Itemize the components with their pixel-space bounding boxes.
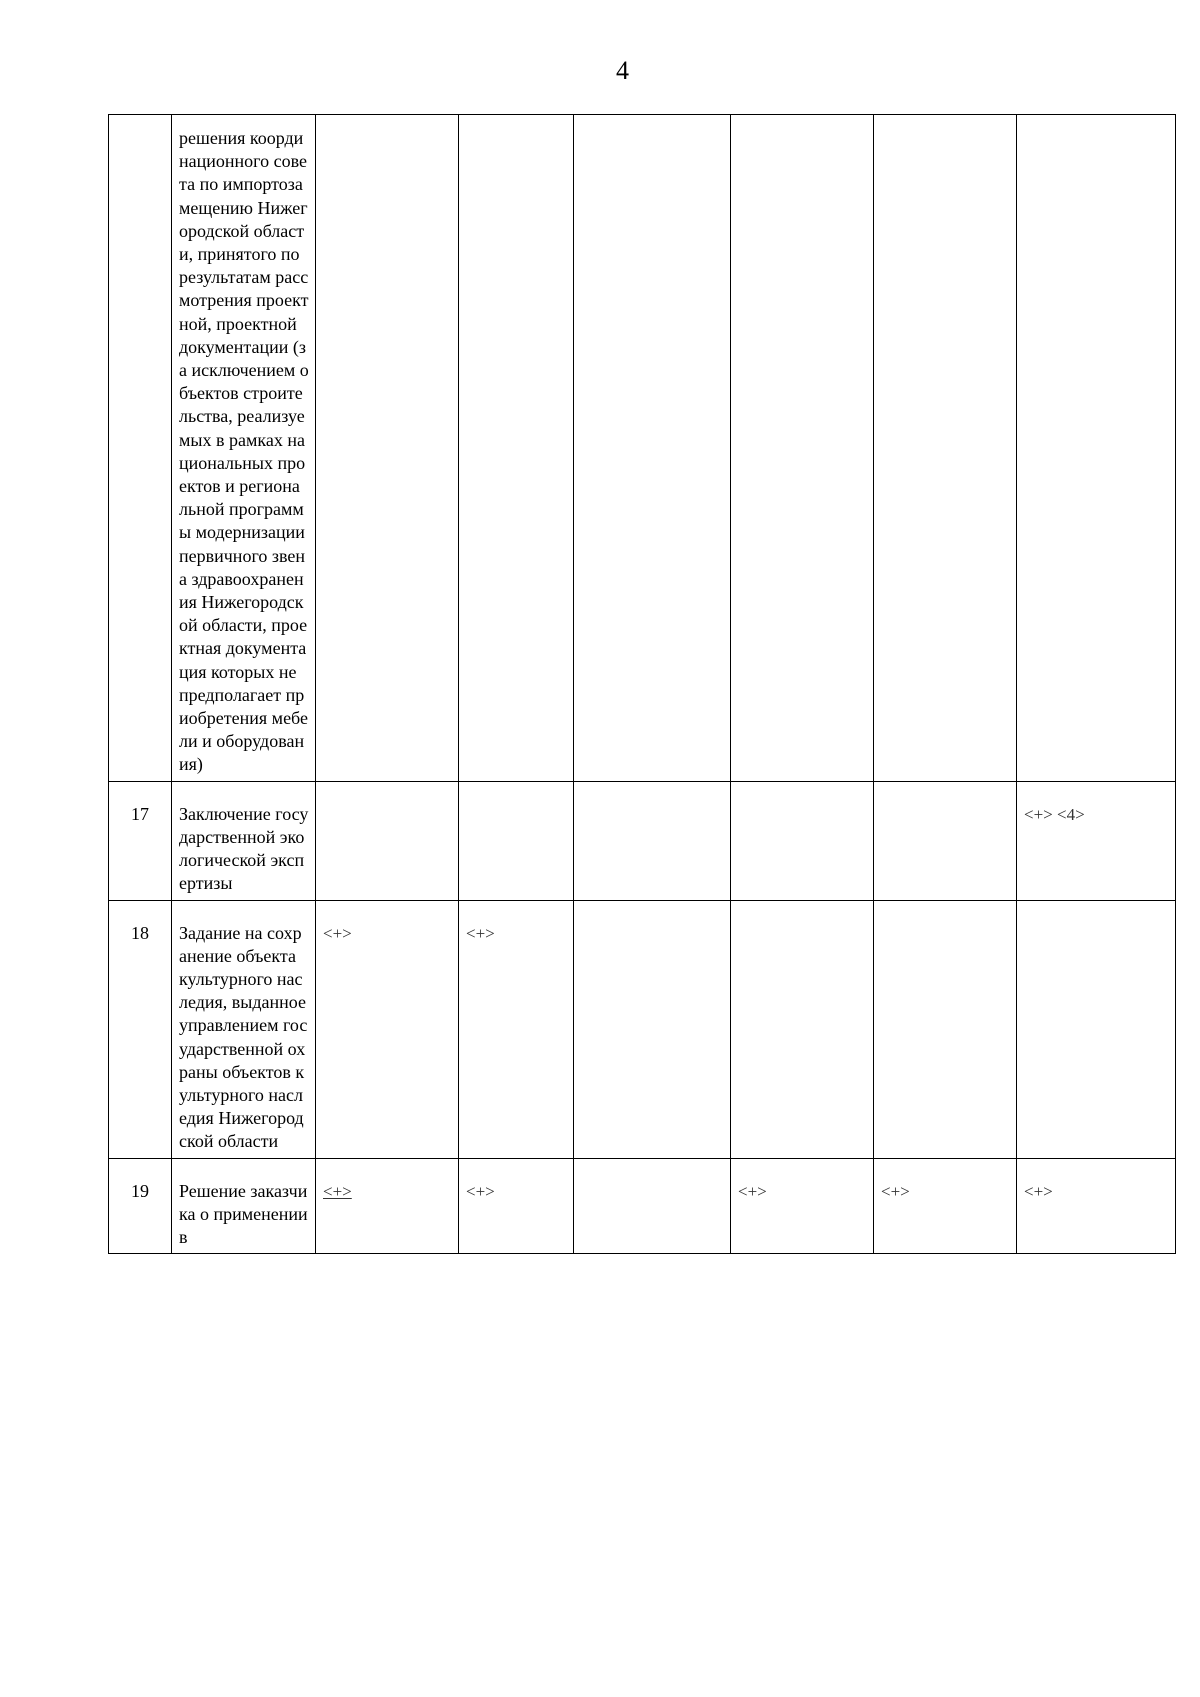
cell-mark: <+> xyxy=(1024,1181,1053,1201)
row-number: 18 xyxy=(109,900,172,1158)
table-row xyxy=(109,900,1176,1158)
row-name xyxy=(172,115,316,782)
table-cell xyxy=(731,900,874,1158)
row-number xyxy=(109,115,172,782)
table-cell xyxy=(874,781,1017,900)
table-cell xyxy=(731,1158,874,1254)
row-name-text: Решение заказчика о применении в xyxy=(179,1180,308,1247)
table-cell xyxy=(459,900,574,1158)
table-row xyxy=(109,1158,1176,1254)
table-cell xyxy=(731,781,874,900)
table-cell xyxy=(874,115,1017,782)
row-name xyxy=(172,900,316,1158)
row-name-text: Задание на сохранение объекта культурного наследия, выданное управлением государственной охраны объектов культурного наследия Нижегородской области xyxy=(179,922,308,1152)
table-cell xyxy=(574,900,731,1158)
table-row xyxy=(109,781,1176,900)
table-cell xyxy=(316,781,459,900)
table-cell xyxy=(1017,115,1176,782)
row-number: 17 xyxy=(109,781,172,900)
table-cell xyxy=(574,781,731,900)
table-cell xyxy=(874,1158,1017,1254)
table-cell xyxy=(316,1158,459,1254)
cell-mark-link[interactable]: <+> xyxy=(323,1181,352,1201)
table-cell xyxy=(574,1158,731,1254)
table-cell xyxy=(731,115,874,782)
row-name xyxy=(172,781,316,900)
cell-mark: <+> xyxy=(881,1181,910,1201)
cell-mark: <+> xyxy=(466,1181,495,1201)
document-table xyxy=(108,114,1176,1254)
row-name-text: решения координационного совета по импортозамещению Нижегородской области, принятого по результатам рассмотрения проектной, проектной документации (за исключением объектов строительства, реализуемых в рамках национальных проектов и региональной программы модернизации первичного звена здравоохранения Нижегородской области, проектная документация которых не предполагает приобретения мебели и оборудования) xyxy=(179,128,309,775)
table-cell xyxy=(1017,781,1176,900)
row-name xyxy=(172,1158,316,1254)
table-cell xyxy=(574,115,731,782)
table-cell xyxy=(459,115,574,782)
cell-mark: <+> xyxy=(323,923,352,943)
table-cell xyxy=(874,900,1017,1158)
row-number: 19 xyxy=(109,1158,172,1254)
row-name-text: Заключение государственной экологической экспертизы xyxy=(179,803,309,894)
cell-mark: <+> xyxy=(466,923,495,943)
table-cell xyxy=(1017,900,1176,1158)
cell-mark: <+> <4> xyxy=(1024,804,1085,824)
table-cell xyxy=(316,900,459,1158)
table-cell xyxy=(1017,1158,1176,1254)
table-cell xyxy=(459,1158,574,1254)
table-row xyxy=(109,115,1176,782)
table-cell xyxy=(459,781,574,900)
cell-mark: <+> xyxy=(738,1181,767,1201)
page-number: 4 xyxy=(616,56,629,85)
table-cell xyxy=(316,115,459,782)
